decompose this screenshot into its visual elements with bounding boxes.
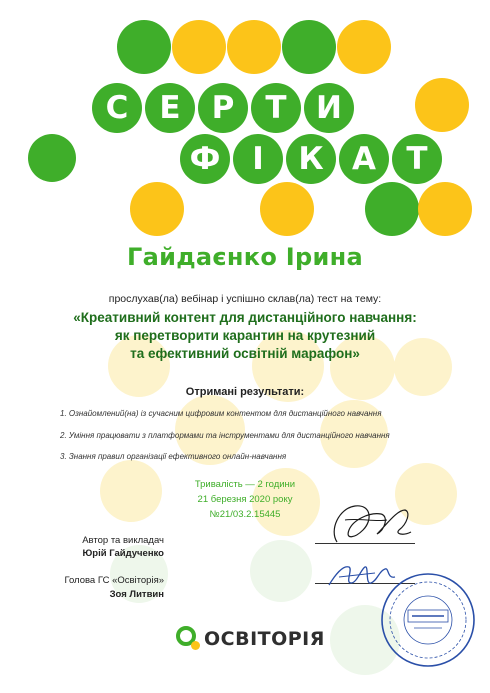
organization-stamp [378,570,478,670]
title-letter: Т [251,83,301,133]
topic-line: як перетворити карантин на крутезний [114,328,376,343]
decor-circle [117,20,171,74]
decor-circle [130,182,184,236]
decor-circle [365,182,419,236]
topic-line: та ефективний освітній марафон» [130,346,360,361]
issue-date: 21 березня 2020 року [197,494,293,505]
decor-circle [418,182,472,236]
logo-mark-icon [176,626,202,652]
author-signature [325,490,415,560]
head-label: Голова ГС «Освіторія» [64,575,164,586]
head-name: Зоя Литвин [109,589,164,600]
decor-circle [227,20,281,74]
title-letter: Р [198,83,248,133]
result-item: 2. Уміння працювати з платформами та інструментами для дистанційного навчання [60,431,390,440]
title-letter: А [339,134,389,184]
results-title: Отримані результати: [185,386,305,398]
intro-text: прослухав(ла) вебінар і успішно склав(ла) тест на тему: [108,293,382,305]
topic-line: «Креативний контент для дистанційного навчання: [73,310,417,325]
author-name: Юрій Гайдученко [82,548,164,559]
duration: Тривалість — 2 години [194,479,296,490]
result-item: 3. Знання правил організації ефективного онлайн-навчання [60,452,287,461]
author-label: Автор та викладач [82,535,164,546]
title-letter: І [233,134,283,184]
osvitoria-logo [176,626,325,652]
title-letter: Е [145,83,195,133]
decor-circle [28,134,76,182]
background-dot [250,540,312,602]
recipient-name: Гайдаєнко Ірина [126,243,364,271]
title-letter: С [92,83,142,133]
decor-circle [282,20,336,74]
title-letter: И [304,83,354,133]
decor-circle [260,182,314,236]
decor-circle [337,20,391,74]
decor-circle [172,20,226,74]
certificate-number: №21/03.2.15445 [209,509,281,520]
title-letter: К [286,134,336,184]
webinar-topic [0,309,490,363]
decor-circle [415,78,469,132]
title-letter: Т [392,134,442,184]
title-letter: Ф [180,134,230,184]
result-item: 1. Ознайомлений(на) із сучасним цифровим контентом для дистанційного навчання [60,409,382,418]
logo-text: ОСВІТОРІЯ [204,628,325,650]
